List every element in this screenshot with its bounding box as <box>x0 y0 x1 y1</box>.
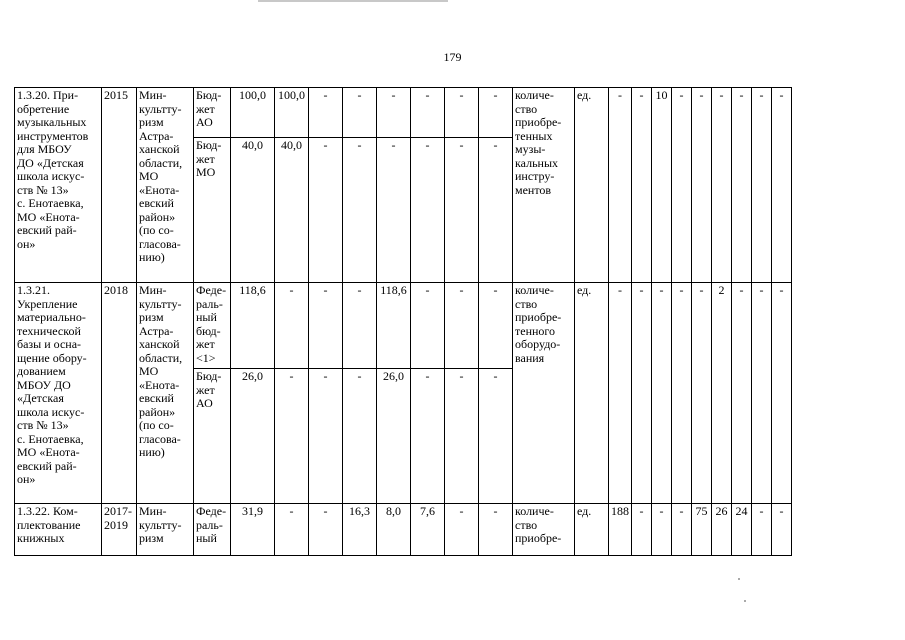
funding-year-value: - <box>479 504 513 556</box>
funding-source: Феде- раль- ный <box>194 504 231 556</box>
scan-speck <box>738 578 740 580</box>
program-table <box>14 87 792 556</box>
funding-year-value: - <box>479 138 513 283</box>
indicator-target-value: - <box>652 283 672 504</box>
funding-year-value: - <box>343 138 377 283</box>
funding-year-value: 40,0 <box>275 138 309 283</box>
funding-source: Феде- раль- ный бюд- жет <1> <box>194 283 231 369</box>
funding-year-value: - <box>377 138 411 283</box>
table-row <box>15 88 792 138</box>
measure-title: 1.3.20. При- обретение музыкальных инструментов для МБОУ ДО «Детская школа искус- ств № 13» с. Енотаевка, МО «Енота- евский рай- он» <box>15 88 102 283</box>
indicator-target-value: - <box>712 88 732 283</box>
table-row <box>15 504 792 556</box>
funding-year-value: - <box>445 283 479 369</box>
indicator-target-value: - <box>652 504 672 556</box>
indicator-target-value: 24 <box>732 504 752 556</box>
indicator-target-value: - <box>732 88 752 283</box>
scan-artifact <box>258 0 448 2</box>
indicator-name: количе- ство приобре- тенных музы- кальных инстру- ментов <box>513 88 575 283</box>
funding-year-value: - <box>445 504 479 556</box>
funding-year-value: - <box>309 283 343 369</box>
indicator-target-value: - <box>672 283 692 504</box>
measure-executor: Мин- культту- ризм Астра- ханской области, МО «Енота- евский район» (по со- гласова- нию) <box>137 88 194 283</box>
indicator-target-value: 188 <box>609 504 632 556</box>
funding-year-value: - <box>479 369 513 504</box>
funding-year-value: - <box>343 369 377 504</box>
funding-year-value: - <box>411 88 445 138</box>
funding-year-value: 16,3 <box>343 504 377 556</box>
measure-title: 1.3.22. Ком- плектование книжных <box>15 504 102 556</box>
measure-year: 2015 <box>102 88 137 283</box>
page-number: 179 <box>443 50 462 64</box>
funding-total: 118,6 <box>231 283 275 369</box>
indicator-target-value: - <box>692 283 712 504</box>
indicator-target-value: - <box>772 504 792 556</box>
funding-source: Бюд- жет АО <box>194 88 231 138</box>
indicator-target-value: 26 <box>712 504 732 556</box>
funding-year-value: 100,0 <box>275 88 309 138</box>
measure-year: 2017- 2019 <box>102 504 137 556</box>
funding-total: 26,0 <box>231 369 275 504</box>
funding-year-value: - <box>275 504 309 556</box>
table-row <box>15 283 792 369</box>
funding-year-value: - <box>309 88 343 138</box>
indicator-target-value: - <box>752 88 772 283</box>
indicator-name: количе- ство приобре- тенного оборудо- вания <box>513 283 575 504</box>
funding-year-value: - <box>309 369 343 504</box>
funding-year-value: - <box>479 283 513 369</box>
indicator-unit: ед. <box>575 504 609 556</box>
funding-total: 40,0 <box>231 138 275 283</box>
measure-executor: Мин- культту- ризм <box>137 504 194 556</box>
funding-source: Бюд- жет МО <box>194 138 231 283</box>
table-body <box>15 88 792 556</box>
measure-title: 1.3.21. Укрепление материально- технической базы и осна- щение обору- дованием МБОУ ДО «Детская школа искус- ств № 13» с. Енотаевка, МО «Енота- евский рай- он» <box>15 283 102 504</box>
measure-year: 2018 <box>102 283 137 504</box>
indicator-target-value: - <box>609 283 632 504</box>
funding-year-value: - <box>411 138 445 283</box>
funding-year-value: - <box>343 283 377 369</box>
funding-year-value: - <box>275 369 309 504</box>
indicator-target-value: - <box>672 88 692 283</box>
indicator-target-value: - <box>609 88 632 283</box>
funding-year-value: 8,0 <box>377 504 411 556</box>
funding-year-value: - <box>411 369 445 504</box>
funding-year-value: - <box>411 283 445 369</box>
scan-speck <box>744 600 746 602</box>
funding-year-value: - <box>309 504 343 556</box>
indicator-target-value: 75 <box>692 504 712 556</box>
funding-total: 31,9 <box>231 504 275 556</box>
indicator-target-value: - <box>692 88 712 283</box>
funding-year-value: - <box>343 88 377 138</box>
funding-year-value: - <box>445 369 479 504</box>
indicator-target-value: - <box>772 283 792 504</box>
indicator-target-value: 10 <box>652 88 672 283</box>
indicator-target-value: - <box>772 88 792 283</box>
indicator-target-value: - <box>632 504 652 556</box>
funding-year-value: 7,6 <box>411 504 445 556</box>
funding-year-value: - <box>377 88 411 138</box>
indicator-target-value: 2 <box>712 283 732 504</box>
indicator-unit: ед. <box>575 283 609 504</box>
funding-year-value: - <box>445 88 479 138</box>
indicator-target-value: - <box>632 88 652 283</box>
funding-year-value: - <box>445 138 479 283</box>
indicator-name: количе- ство приобре- <box>513 504 575 556</box>
funding-total: 100,0 <box>231 88 275 138</box>
funding-year-value: 118,6 <box>377 283 411 369</box>
funding-year-value: - <box>275 283 309 369</box>
funding-year-value: - <box>309 138 343 283</box>
funding-source: Бюд- жет АО <box>194 369 231 504</box>
indicator-target-value: - <box>752 504 772 556</box>
funding-year-value: 26,0 <box>377 369 411 504</box>
funding-year-value: - <box>479 88 513 138</box>
measure-executor: Мин- культту- ризм Астра- ханской области, МО «Енота- евский район» (по со- гласова- нию) <box>137 283 194 504</box>
indicator-target-value: - <box>632 283 652 504</box>
indicator-target-value: - <box>672 504 692 556</box>
indicator-unit: ед. <box>575 88 609 283</box>
indicator-target-value: - <box>752 283 772 504</box>
indicator-target-value: - <box>732 283 752 504</box>
